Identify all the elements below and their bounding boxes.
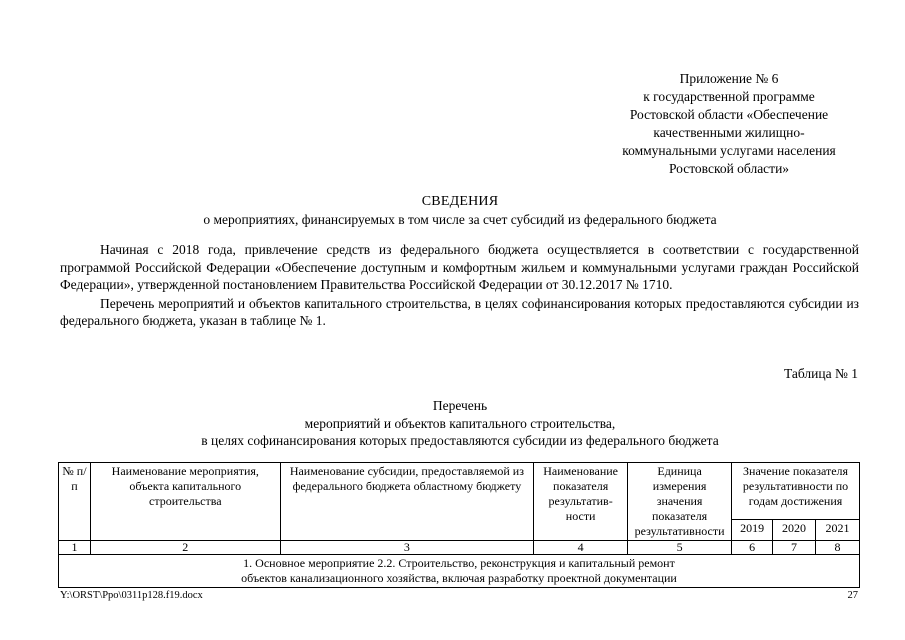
table-header-row <box>59 463 860 520</box>
list-title-block <box>60 397 860 450</box>
column-number: 8 <box>816 541 860 555</box>
header-year: 2019 <box>732 519 773 540</box>
header-subsidy-name: Наименование субсидии, предоставляемой из федерального бюджета областному бюджету <box>280 463 534 541</box>
column-number: 6 <box>732 541 773 555</box>
column-number: 3 <box>280 541 534 555</box>
header-year: 2021 <box>816 519 860 540</box>
appendix-line: качественными жилищно- <box>653 125 805 140</box>
section-row <box>59 555 860 588</box>
list-subtitle-line: мероприятий и объектов капитального строительства, <box>304 415 616 431</box>
column-number: 1 <box>59 541 91 555</box>
appendix-line: Ростовской области» <box>668 161 790 176</box>
header-indicator-name: Наименование показателя результатив-ности <box>534 463 628 541</box>
section-title-text: 1. Основное мероприятие 2.2. Строительство, реконструкция и капитальный ремонт объектов канализационного хозяйства, включая разработку проектной документации <box>241 556 677 585</box>
header-value-group: Значение показателя результативности по годам достижения <box>732 463 860 520</box>
list-subtitle-line: в целях софинансирования которых предоставляются субсидии из федерального бюджета <box>201 433 719 448</box>
document-title-block <box>60 193 860 229</box>
column-number: 7 <box>773 541 816 555</box>
appendix-line: Ростовской области «Обеспечение <box>629 107 829 122</box>
table-label: Таблица № 1 <box>784 366 858 381</box>
column-number: 4 <box>534 541 628 555</box>
footer-file-path: Y:\ORST\Ppo\0311p128.f19.docx <box>60 590 203 601</box>
appendix-header <box>600 70 858 178</box>
column-number-row <box>59 541 860 555</box>
appendix-line: Приложение № 6 <box>679 71 779 86</box>
body-text <box>60 241 859 330</box>
appendix-line: к государственной программе <box>643 89 815 104</box>
list-title: Перечень <box>432 398 488 413</box>
header-year: 2020 <box>773 519 816 540</box>
column-number: 5 <box>628 541 732 555</box>
column-number: 2 <box>90 541 280 555</box>
paragraph: Перечень мероприятий и объектов капитального строительства, в целях софинансирования которых предоставляются субсидии из федерального бюджета, указан в таблице № 1. <box>60 295 859 328</box>
paragraph: Начиная с 2018 года, привлечение средств из федерального бюджета осуществляется в соответствии с государственной программой Российской Федерации «Обеспечение доступным и комфортным жильем и коммунальными услугами граждан Российской Федерации», утвержденной постановлением Правительства Российской Федерации от 30.12.2017 № 1710. <box>60 242 859 292</box>
document-subtitle: о мероприятиях, финансируемых в том числе за счет субсидий из федерального бюджета <box>203 212 717 227</box>
header-unit: Единица измерения значения показателя результативности <box>628 463 732 541</box>
header-event-name: Наименование мероприятия, объекта капитального строительства <box>90 463 280 541</box>
events-table <box>58 462 860 588</box>
footer-page-number: 27 <box>847 590 858 601</box>
header-num: № п/п <box>59 463 91 541</box>
section-title <box>59 555 860 588</box>
document-title: СВЕДЕНИЯ <box>421 194 499 209</box>
appendix-line: коммунальными услугами населения <box>622 143 836 158</box>
